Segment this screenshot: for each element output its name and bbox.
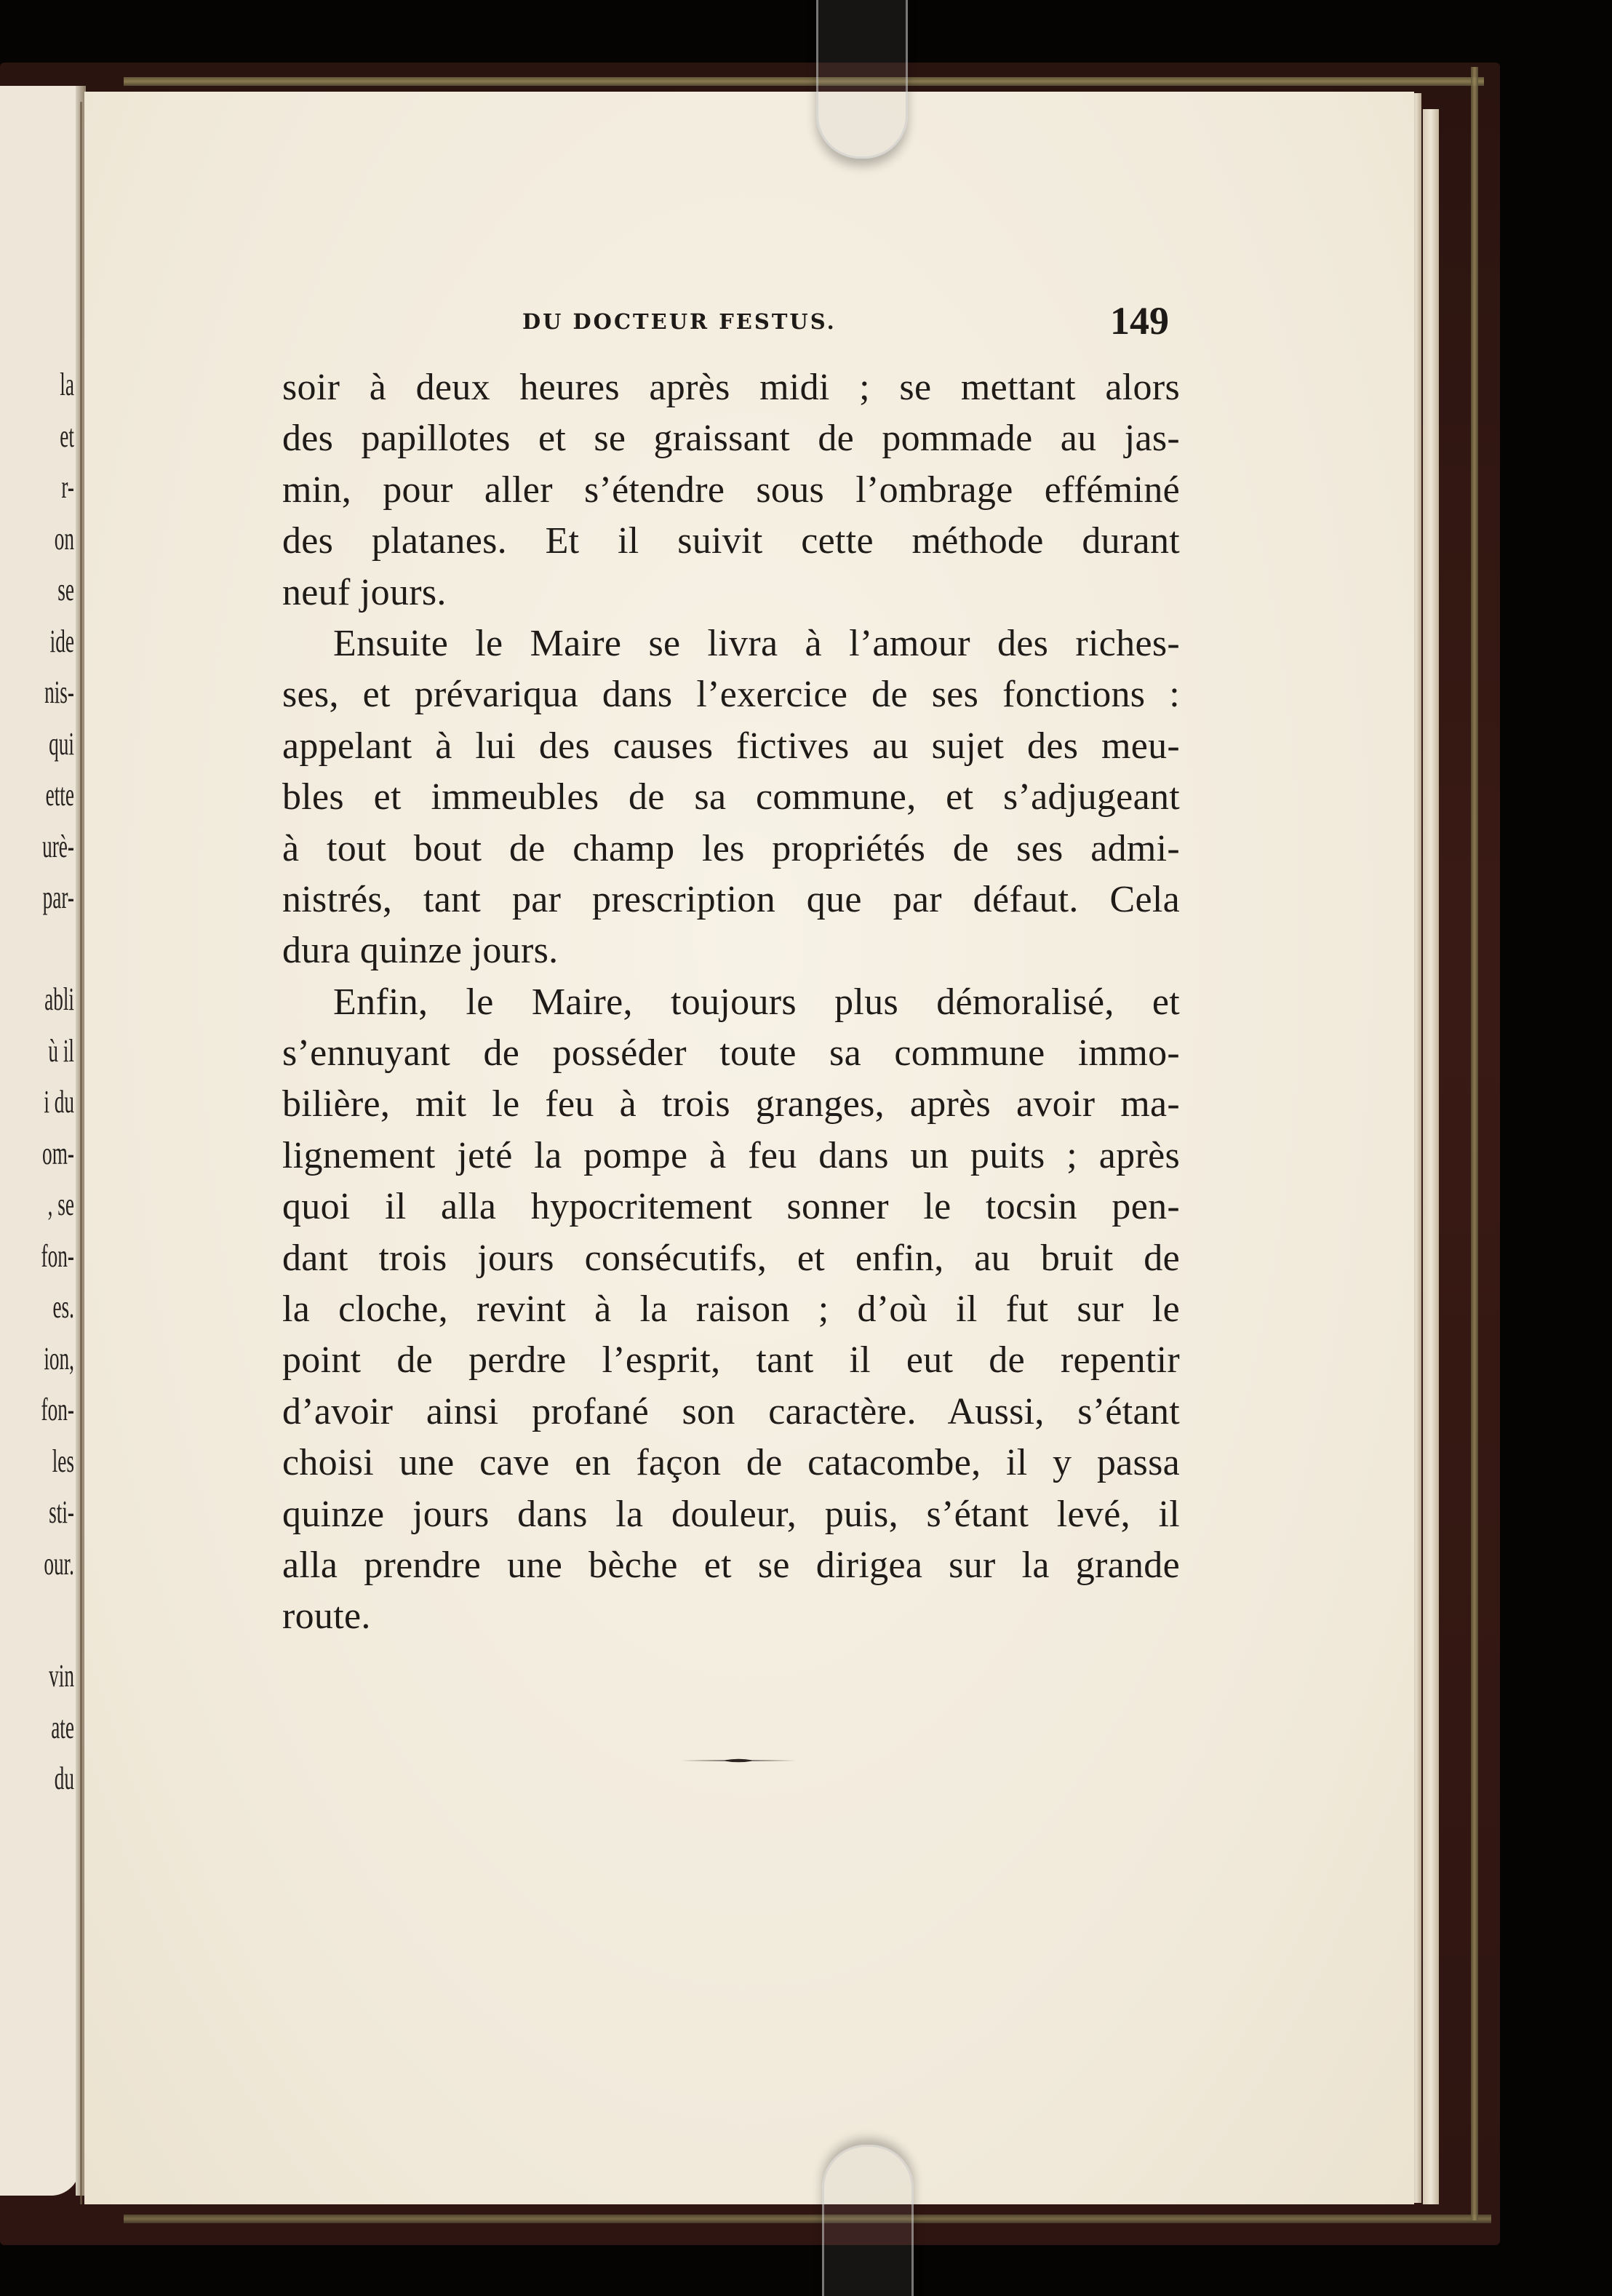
text-line: ses, et prévariqua dans l’exercice de ses fonctions : — [282, 674, 1180, 716]
left-page-fragment: om- — [42, 1135, 74, 1171]
left-page-fragment: fon- — [41, 1237, 74, 1274]
left-page-fragment: sti- — [49, 1494, 74, 1530]
text-line: appelant à lui des causes fictives au sujet des meu- — [282, 725, 1180, 767]
text-line: route. — [282, 1595, 371, 1638]
left-page-fragment: fon- — [41, 1392, 74, 1427]
text-line: point de perdre l’esprit, tant il eut de repentir — [282, 1339, 1180, 1382]
text-line: quinze jours dans la douleur, puis, s’étant levé, il — [282, 1493, 1180, 1535]
left-page-fragment: our. — [44, 1545, 74, 1582]
left-page-fragment: la — [60, 367, 74, 402]
text-line: dant trois jours consécutifs, et enfin, au bruit de — [282, 1237, 1180, 1279]
text-line: alla prendre une bèche et se dirigea sur la grande — [282, 1544, 1180, 1586]
left-page-fragment: abli — [44, 981, 74, 1017]
end-ornament — [681, 1758, 796, 1763]
text-line: quoi il alla hypocritement sonner le tocsin pen- — [282, 1186, 1180, 1228]
text-line: s’ennuyant de posséder toute sa commune immo- — [282, 1032, 1180, 1075]
text-line: min, pour aller s’étendre sous l’ombrage efféminé — [282, 469, 1180, 511]
gilt-border-bottom — [124, 2215, 1491, 2223]
left-page-fragment: ion, — [44, 1340, 74, 1376]
text-line: soir à deux heures après midi ; se mettant alors — [282, 367, 1180, 408]
text-line: des papillotes et se graissant de pommade au jas- — [282, 418, 1180, 460]
left-page-fragment: r- — [61, 469, 74, 505]
left-page-fragment: urè- — [42, 828, 74, 864]
left-page-fragment: et — [60, 418, 74, 454]
text-line: neuf jours. — [282, 571, 447, 613]
book-clip-top — [816, 0, 908, 159]
left-page-fragment: nis- — [44, 674, 74, 710]
page-block-edge — [1423, 109, 1439, 2204]
text-line: Ensuite le Maire se livra à l’amour des riches- — [333, 622, 1180, 664]
left-page-fragment: qui — [49, 725, 74, 762]
left-page — [0, 86, 80, 2196]
left-page-fragment: ù il — [48, 1032, 74, 1069]
text-line: des platanes. Et il suivit cette méthode durant — [282, 520, 1180, 562]
text-line: choisi une cave en façon de catacombe, il y passa — [282, 1442, 1180, 1484]
page-number: 149 — [1110, 299, 1169, 343]
left-page-fragment: ette — [45, 777, 74, 813]
left-page-fragment: i du — [44, 1084, 74, 1120]
text-line: dura quinze jours. — [282, 930, 559, 972]
text-line: nistrés, tant par prescription que par défaut. Cela — [282, 878, 1180, 920]
text-line: la cloche, revint à la raison ; d’où il fut sur le — [282, 1288, 1180, 1331]
left-page-fragment: par- — [42, 880, 74, 915]
left-page-fragment: se — [57, 572, 74, 607]
left-page-fragment: vin — [49, 1658, 74, 1694]
left-page-fragment: les — [52, 1443, 74, 1479]
body-text — [282, 362, 1180, 1643]
text-line: lignement jeté la pompe à feu dans un puits ; après — [282, 1134, 1180, 1176]
left-page-fragment: , se — [47, 1187, 74, 1222]
text-line: à tout bout de champ les propriétés de ses admi- — [282, 827, 1180, 869]
text-line: bles et immeubles de sa commune, et s’adjugeant — [282, 776, 1180, 818]
left-page-fragment: ide — [49, 623, 74, 659]
text-line: Enfin, le Maire, toujours plus démoralisé, et — [333, 981, 1180, 1023]
left-page-fragment: es. — [52, 1289, 74, 1325]
gutter-line — [80, 102, 82, 2204]
gilt-border-right — [1471, 67, 1478, 2220]
left-page-fragment: on — [54, 520, 74, 557]
book-clip-bottom — [822, 2145, 914, 2296]
left-page-fragment: du — [54, 1761, 74, 1796]
text-line: d’avoir ainsi profané son caractère. Aussi, s’étant — [282, 1390, 1180, 1432]
running-head: DU DOCTEUR FESTUS. — [522, 309, 837, 334]
text-line: bilière, mit le feu à trois granges, après avoir ma- — [282, 1083, 1180, 1125]
gilt-border-top — [124, 77, 1484, 86]
left-page-fragment: ate — [51, 1709, 74, 1745]
